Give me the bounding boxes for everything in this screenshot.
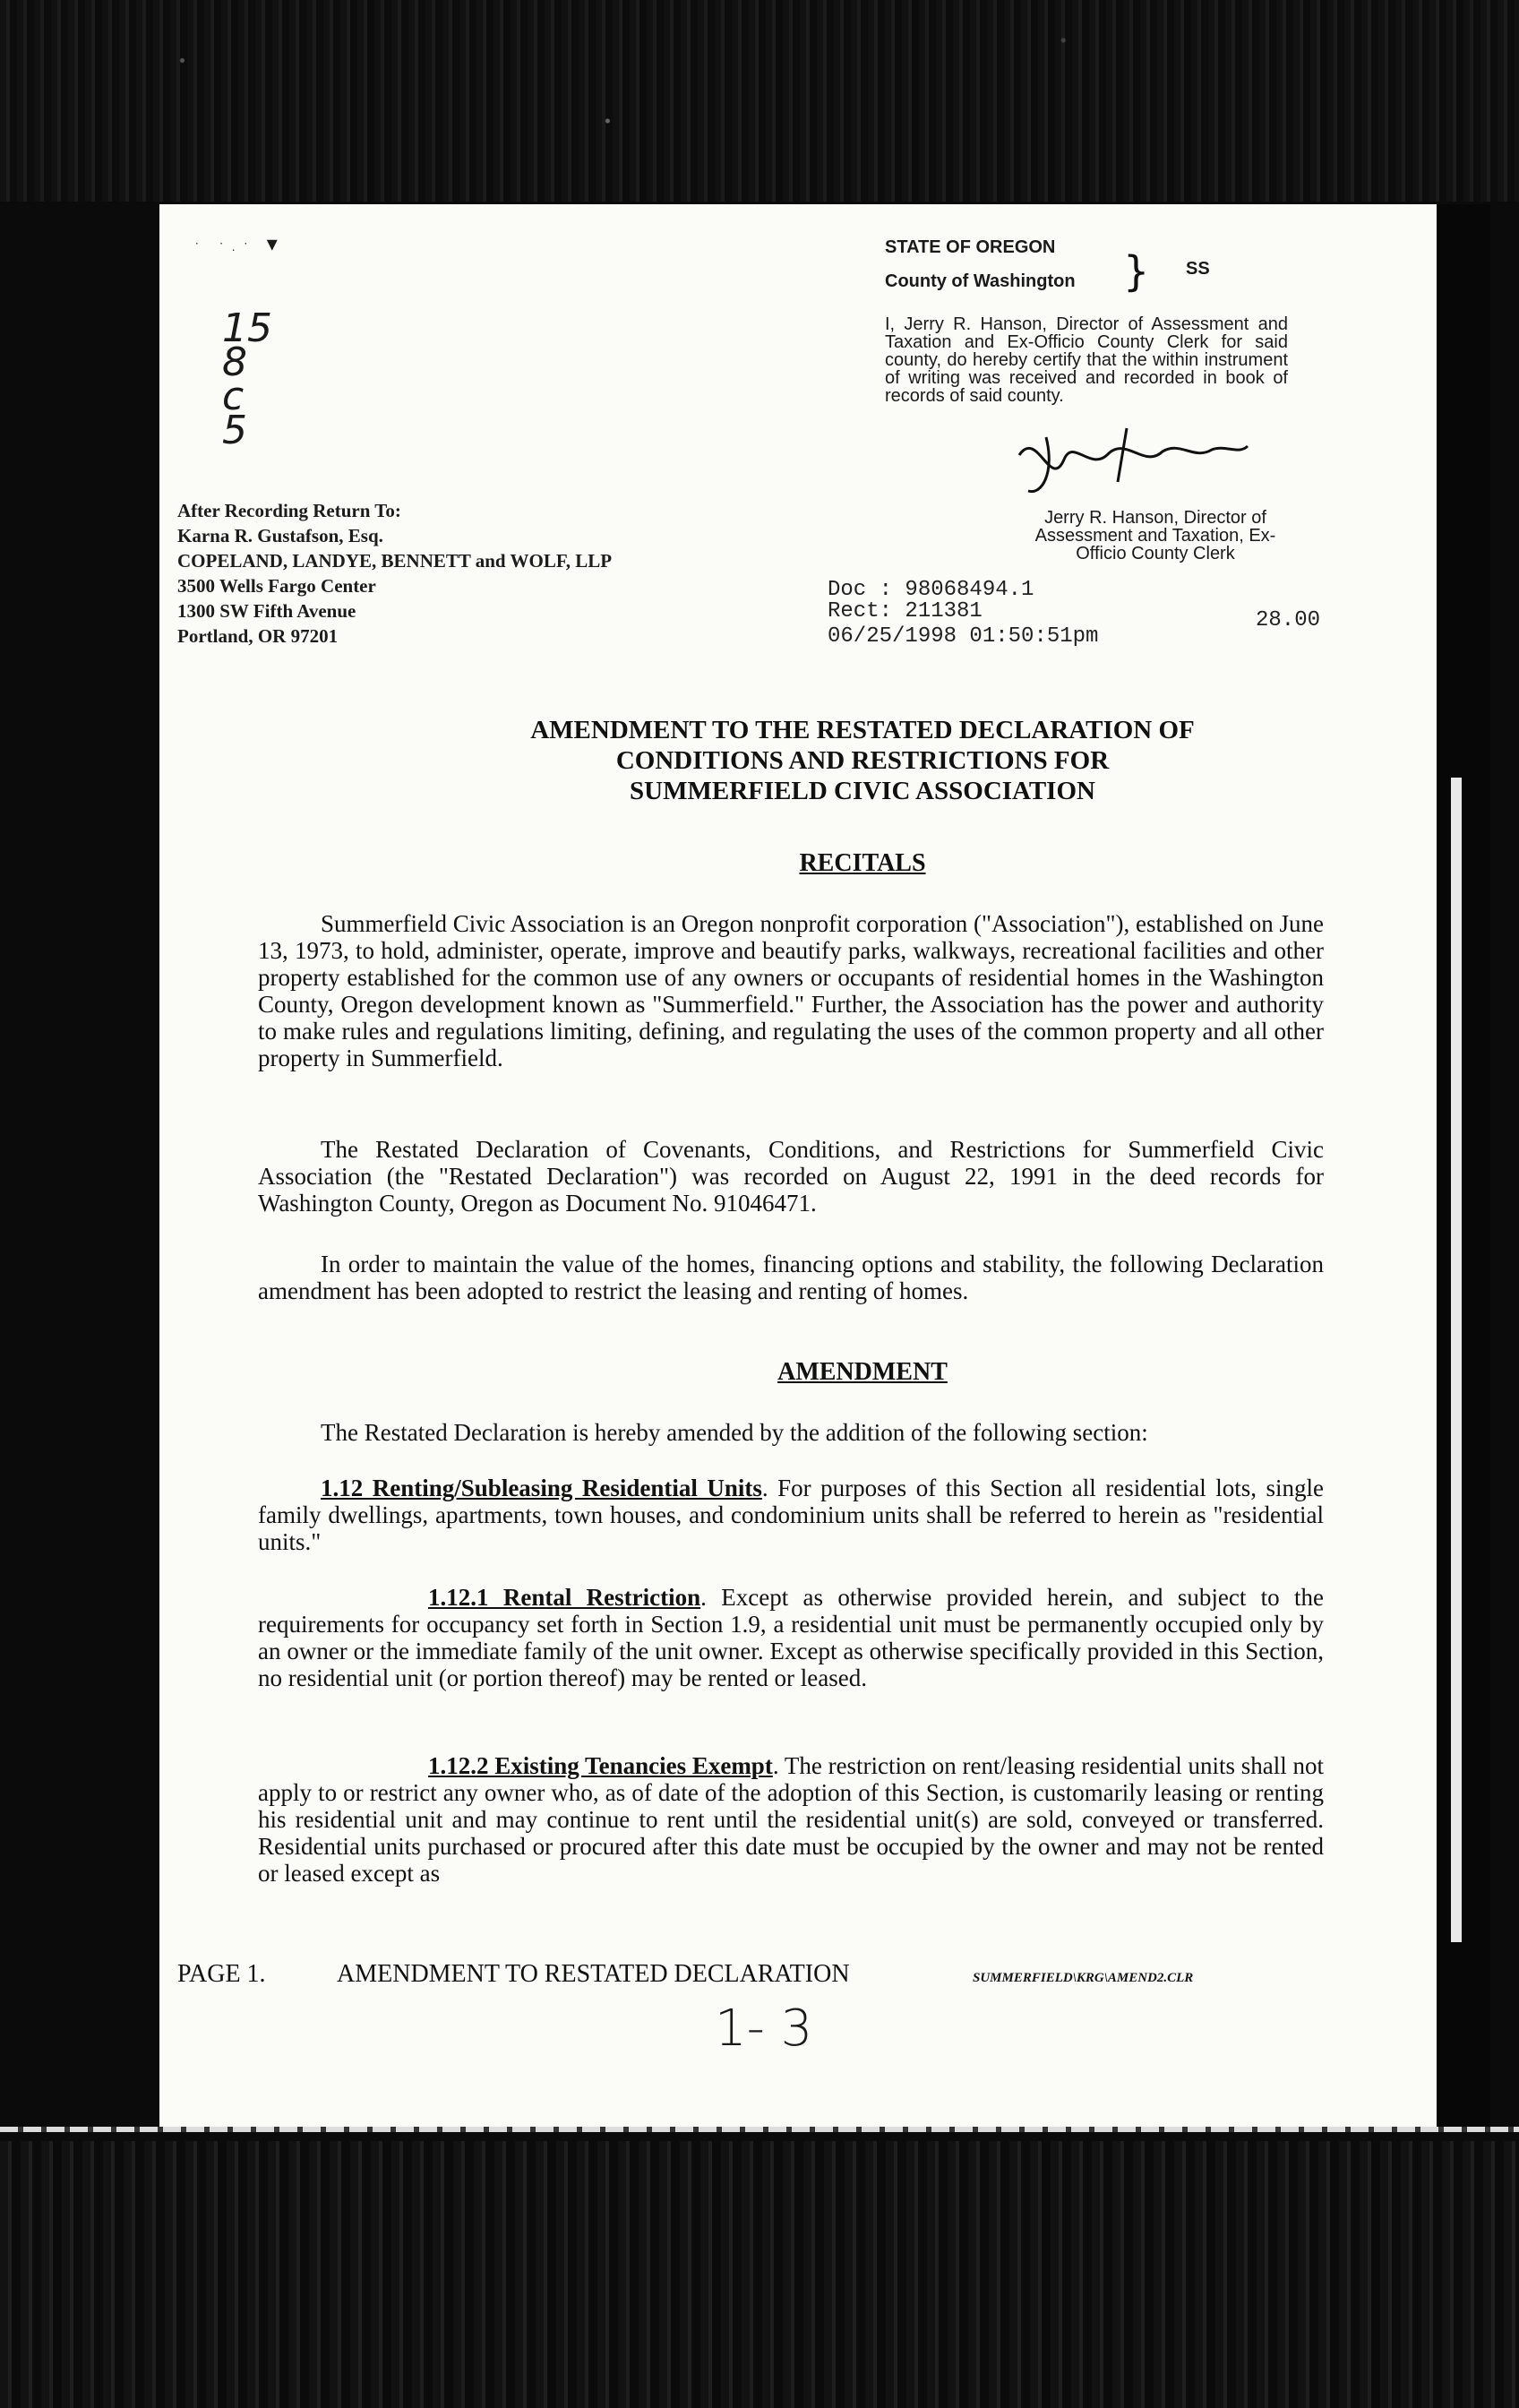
return-to-line: Karna R. Gustafson, Esq. <box>177 525 383 546</box>
section-1-12-2-body: . The restriction on rent/leasing residential units shall not apply to or restrict any owner who, as of date of the adoption of this Section, is customarily leasing or renting his residential unit and may continue to rent until the residential unit(s) are sold, conveyed or transferred. Residential units purchased or procured after this date must be occupied by the owner and may not be rented or leased except as <box>258 1752 1324 1887</box>
handwritten-page-number: 1- 3 <box>715 2000 813 2058</box>
recital-paragraph-3: In order to maintain the value of the homes, financing options and stability, the following Declaration amendment has been adopted to restrict the leasing and renting of homes. <box>258 1251 1324 1304</box>
stamp-signer: Jerry R. Hanson, Director of Assessment and Taxation, Ex-Officio County Clerk <box>1034 508 1276 563</box>
scan-noise-top <box>0 0 1519 202</box>
return-to-line: COPELAND, LANDYE, BENNETT and WOLF, LLP <box>177 550 613 572</box>
return-to-line: 3500 Wells Fargo Center <box>177 575 376 597</box>
amendment-intro: The Restated Declaration is hereby amended by the addition of the following section: <box>321 1419 1148 1446</box>
stamp-state: STATE OF OREGON <box>885 237 1056 257</box>
section-1-12-1-body: . Except as otherwise provided herein, and subject to the requirements for occupancy set forth in Section 1.9, a residential unit must be permanently occupied only by an owner or the immediate family of the unit owner. Except as otherwise specifically provided in this Section, no residential unit (or portion thereof) may be rented or leased. <box>258 1584 1325 1691</box>
scan-noise-bottom <box>0 2141 1519 2408</box>
section-1-12-1-title: 1.12.1 Rental Restriction <box>428 1584 701 1611</box>
recitals-heading: RECITALS <box>799 849 926 877</box>
footer-page-number: PAGE 1. <box>177 1960 266 1988</box>
page-bottom-edge <box>0 2127 1519 2132</box>
document-page <box>159 204 1437 2127</box>
section-1-12-2 <box>258 1752 1324 1887</box>
return-to-block <box>177 498 612 649</box>
stamp-doc-number: Doc : 98068494.1 <box>828 578 1034 602</box>
stamp-county: County of Washington <box>885 271 1076 291</box>
return-to-line: Portland, OR 97201 <box>177 625 339 647</box>
document-title <box>339 715 1386 806</box>
stamp-receipt: Rect: 211381 <box>828 599 983 624</box>
section-1-12 <box>258 1475 1324 1555</box>
margin-mark: · ·.· ▾ <box>193 231 283 256</box>
title-line: AMENDMENT TO THE RESTATED DECLARATION OF <box>530 716 1195 744</box>
stamp-datetime: 06/25/1998 01:50:51pm <box>828 624 1099 649</box>
return-to-heading: After Recording Return To: <box>177 500 401 521</box>
section-1-12-2-title: 1.12.2 Existing Tenancies Exempt <box>428 1752 773 1779</box>
return-to-line: 1300 SW Fifth Avenue <box>177 600 356 622</box>
stamp-certification: I, Jerry R. Hanson, Director of Assessment and Taxation and Ex-Officio County Clerk for said county, do hereby certify that the within instrument of writing was received and recorded in book of records of said county. <box>885 314 1288 406</box>
section-1-12-title: 1.12 Renting/Subleasing Residential Units <box>321 1475 762 1501</box>
stamp-brace: } <box>1123 247 1150 296</box>
footer-label: AMENDMENT TO RESTATED DECLARATION <box>337 1960 850 1988</box>
amendment-heading: AMENDMENT <box>777 1358 948 1386</box>
handwritten-margin-code: 15 8 c 5 <box>222 305 272 453</box>
section-1-12-1 <box>258 1584 1324 1691</box>
title-line: SUMMERFIELD CIVIC ASSOCIATION <box>630 777 1095 805</box>
stamp-fee: 28.00 <box>1256 608 1321 632</box>
section-1-12-body: . For purposes of this Section all residential lots, single family dwellings, apartments, town houses, and condominium units shall be referred to herein as "residential units." <box>258 1475 1324 1555</box>
recital-paragraph-2: The Restated Declaration of Covenants, Conditions, and Restrictions for Summerfield Civic Association (the "Restated Declaration") was recorded on August 22, 1991 in the deed records for Washington County, Oregon as Document No. 91046471. <box>258 1136 1324 1217</box>
recital-paragraph-1: Summerfield Civic Association is an Oregon nonprofit corporation ("Association"), established on June 13, 1973, to hold, administer, operate, improve and beautify parks, walkways, recreational facilities and other property established for the common use of any owners or occupants of residential homes in the Washington County, Oregon development known as "Summerfield." Further, the Association has the power and authority to make rules and regulations limiting, defining, and regulating the uses of the common property and all other property in Summerfield. <box>258 910 1324 1071</box>
clerk-signature <box>1010 419 1252 500</box>
footer-file-path: SUMMERFIELD\KRG\AMEND2.CLR <box>973 1971 1194 1985</box>
scan-side-strip <box>1437 204 1490 2127</box>
stamp-ss: SS <box>1186 259 1210 279</box>
title-line: CONDITIONS AND RESTRICTIONS FOR <box>615 746 1110 775</box>
